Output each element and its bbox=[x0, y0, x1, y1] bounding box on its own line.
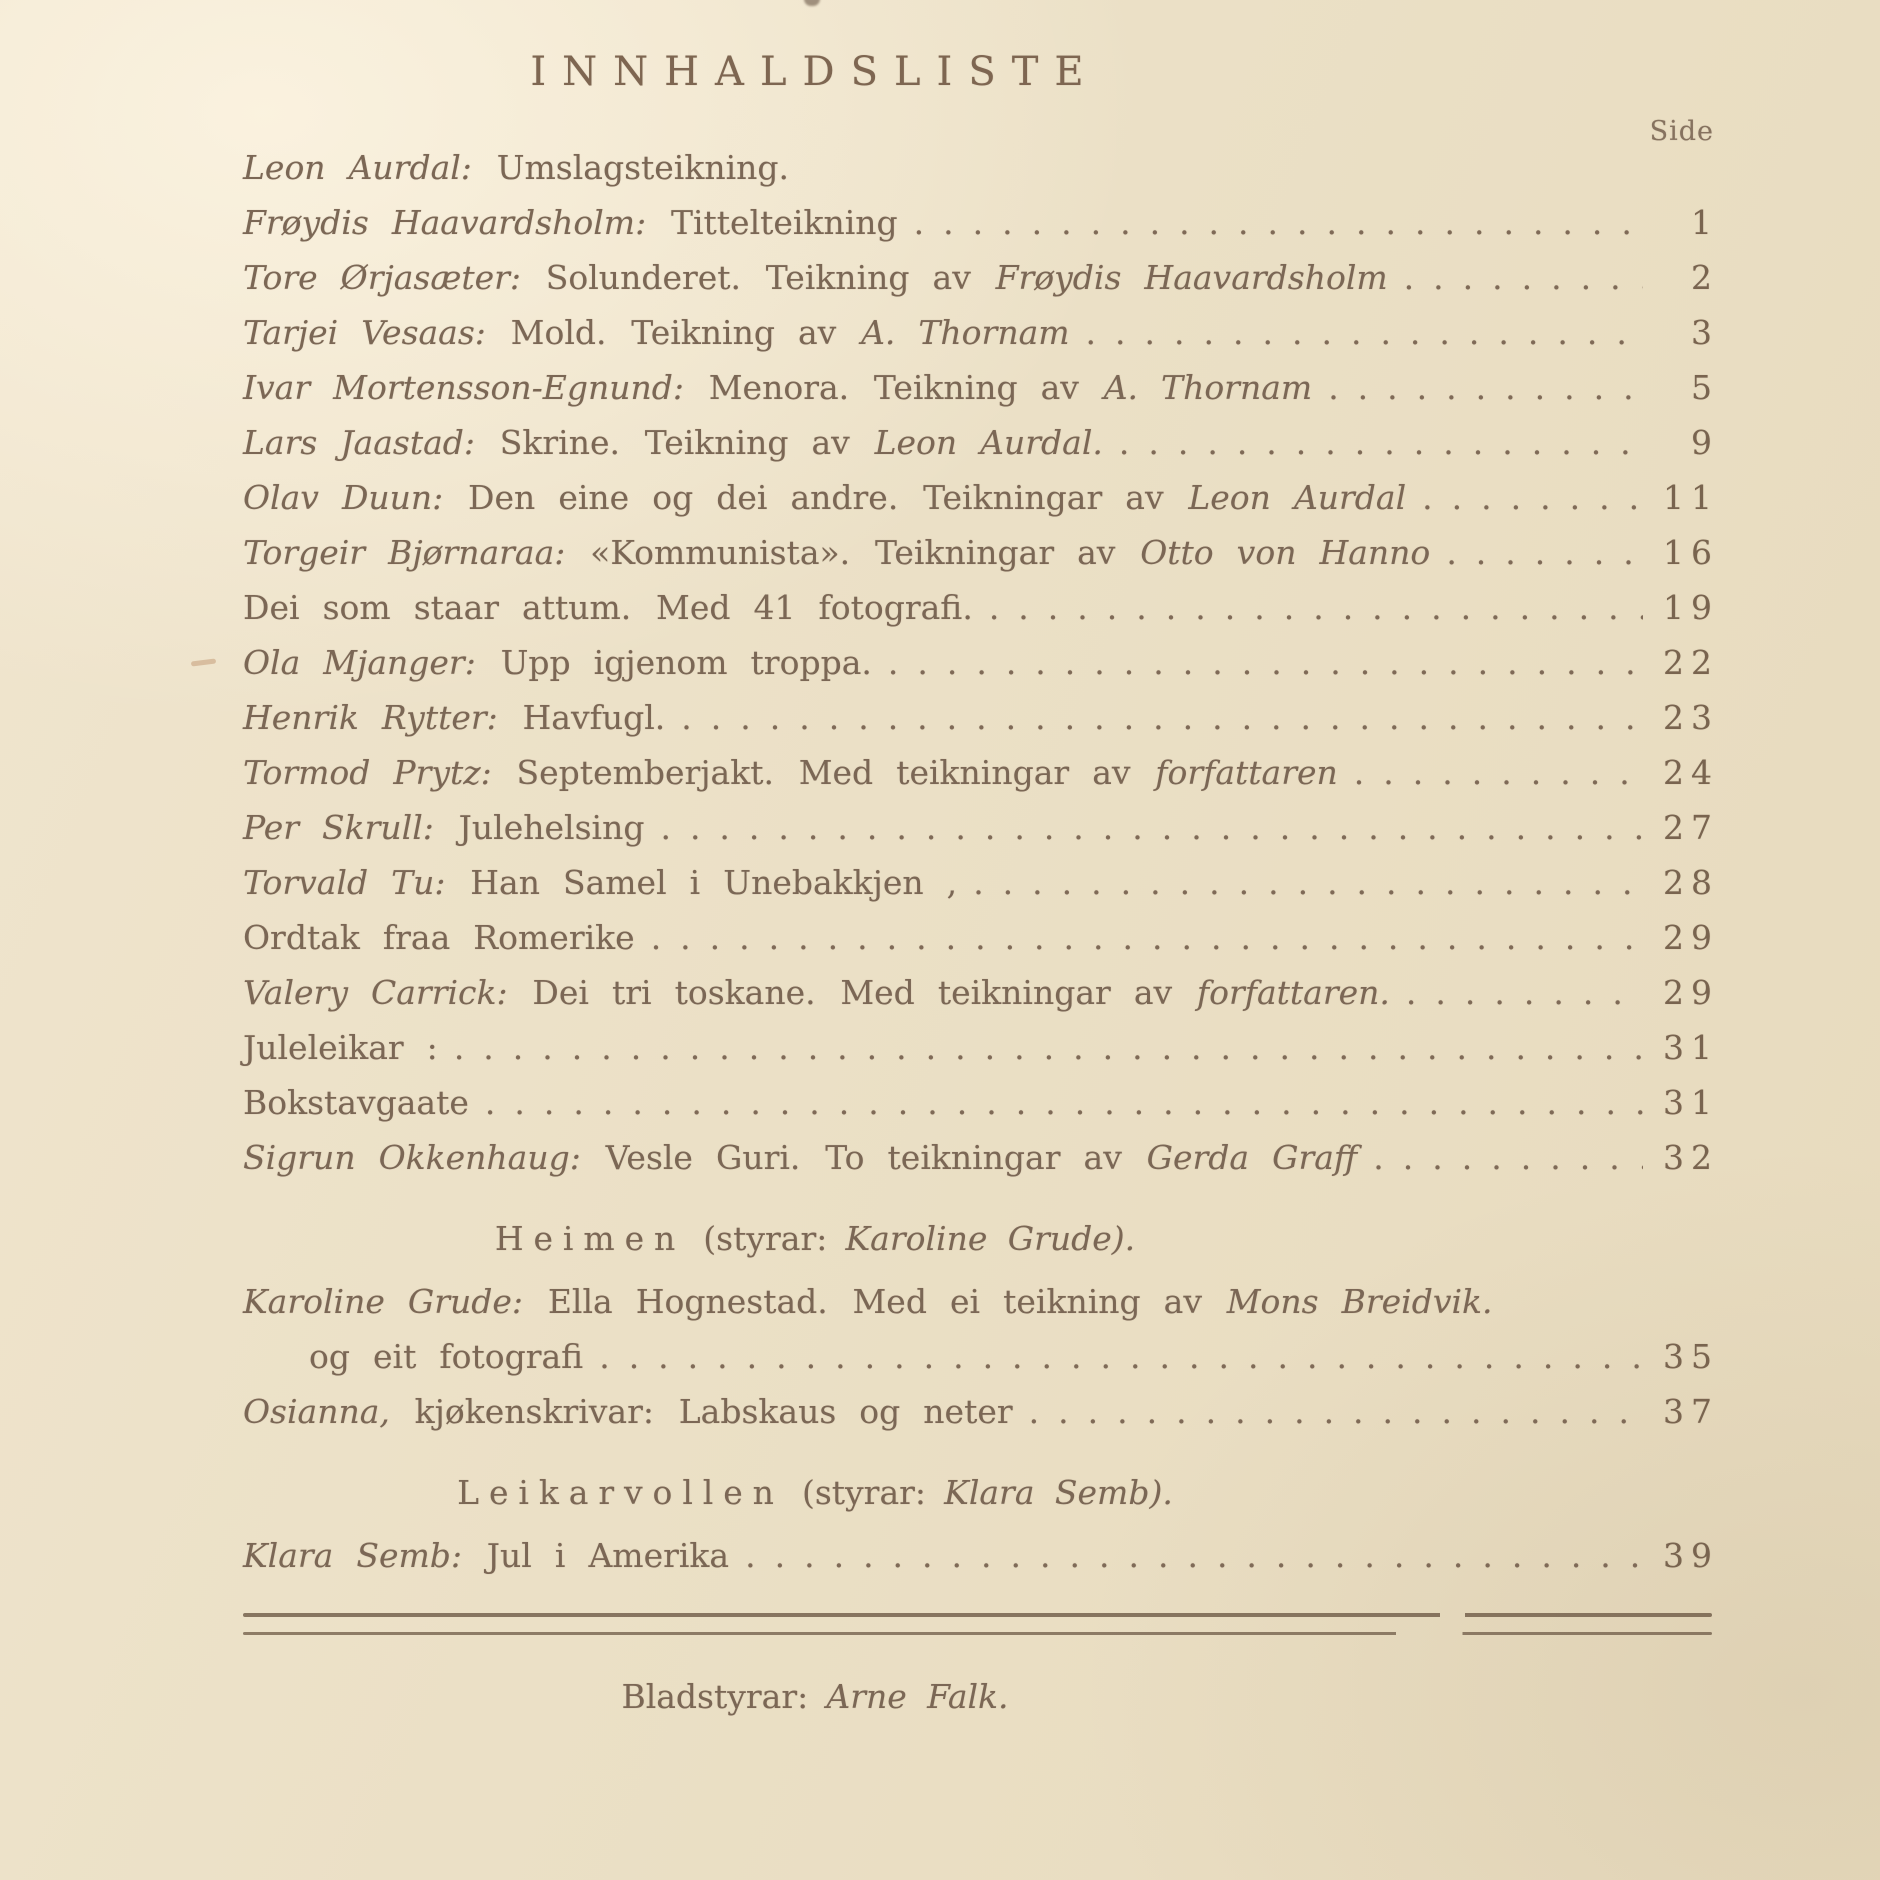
toc-entry bbox=[243, 965, 1719, 1020]
page-number: 11 bbox=[1663, 478, 1719, 517]
dot-leader bbox=[660, 800, 1643, 855]
dot-leader bbox=[651, 910, 1643, 965]
entry-text bbox=[243, 800, 644, 855]
dot-leader bbox=[1422, 470, 1643, 525]
footer-label: Bladstyrar: bbox=[621, 1677, 809, 1716]
entry-text bbox=[243, 965, 1390, 1020]
entry-title: Med 41 fotografi. bbox=[656, 588, 973, 627]
page-number: 31 bbox=[1663, 1028, 1719, 1067]
entry-title: Tittelteikning bbox=[670, 203, 898, 242]
entry-text bbox=[243, 415, 1103, 470]
page-number: 28 bbox=[1663, 863, 1719, 902]
toc-entry bbox=[243, 1329, 1719, 1384]
entry-text bbox=[243, 1274, 1493, 1329]
entry-title: Menora. bbox=[708, 368, 850, 407]
page-number: 3 bbox=[1691, 313, 1719, 352]
entry-title: Dei som staar attum. bbox=[243, 588, 632, 627]
page-number: 27 bbox=[1663, 808, 1719, 847]
dot-leader bbox=[1404, 250, 1643, 305]
entry-author-name: Frøydis Haavardsholm: bbox=[243, 203, 647, 242]
entry-title: Teikning av bbox=[873, 368, 1079, 407]
entry-title: Jul i Amerika bbox=[486, 1536, 730, 1575]
entry-text bbox=[243, 360, 1312, 415]
entry-title: Upp igjenom troppa. bbox=[500, 643, 872, 682]
entry-title: Ella Hognestad. bbox=[547, 1282, 828, 1321]
entry-text bbox=[243, 690, 665, 745]
dot-leader bbox=[599, 1329, 1643, 1384]
entry-text bbox=[243, 580, 973, 635]
toc-entry bbox=[243, 1274, 1712, 1329]
page-number: 32 bbox=[1663, 1138, 1719, 1177]
entry-title: Ordtak fraa Romerike bbox=[243, 918, 635, 957]
entry-title: Mold. bbox=[510, 313, 607, 352]
entry-title: Julehelsing bbox=[458, 808, 645, 847]
toc-entry bbox=[243, 250, 1719, 305]
footer-name: Arne Falk. bbox=[826, 1677, 1009, 1716]
entry-title: Havfugl. bbox=[522, 698, 666, 737]
entry-text bbox=[243, 525, 1430, 580]
entry-author-name: Tarjei Vesaas: bbox=[243, 313, 486, 352]
toc-entry bbox=[243, 580, 1719, 635]
entry-title: Han Samel i Unebakkjen , bbox=[470, 863, 958, 902]
side-column-label: Side bbox=[1649, 116, 1714, 147]
page-content bbox=[243, 0, 1719, 1880]
entry-text bbox=[243, 470, 1406, 525]
dot-leader bbox=[1354, 745, 1643, 800]
toc-entry bbox=[243, 690, 1719, 745]
section-heading bbox=[0, 1465, 1630, 1520]
entry-author-name: Klara Semb: bbox=[243, 1536, 463, 1575]
toc-entry bbox=[243, 1384, 1719, 1439]
section-name: Heimen bbox=[494, 1219, 686, 1258]
page-number: 1 bbox=[1691, 203, 1719, 242]
section-styrar-label: (styrar: bbox=[801, 1473, 927, 1512]
entry-title: kjøkenskrivar: bbox=[414, 1392, 654, 1431]
entry-text bbox=[243, 305, 1070, 360]
page-number: 16 bbox=[1663, 533, 1719, 572]
dot-leader bbox=[1406, 965, 1643, 1020]
entry-title: Skrine. bbox=[499, 423, 620, 462]
toc-entry bbox=[243, 1130, 1719, 1185]
dot-leader bbox=[485, 1075, 1643, 1130]
entry-author-name: forfattaren. bbox=[1196, 973, 1390, 1012]
entry-author-name: Tore Ørjasæter: bbox=[243, 258, 522, 297]
double-rule-divider bbox=[243, 1613, 1712, 1639]
toc-entry bbox=[243, 1075, 1719, 1130]
page-number: 31 bbox=[1663, 1083, 1719, 1122]
page-number: 29 bbox=[1663, 973, 1719, 1012]
entry-author-name: forfattaren bbox=[1155, 753, 1338, 792]
dot-leader bbox=[989, 580, 1643, 635]
entry-author-name: Mons Breidvik. bbox=[1226, 1282, 1493, 1321]
dot-leader bbox=[1086, 305, 1643, 360]
dot-leader bbox=[454, 1020, 1643, 1075]
entry-author-name: Olav Duun: bbox=[243, 478, 444, 517]
section-styrar-name: Karoline Grude). bbox=[845, 1219, 1136, 1258]
entry-author-name: Gerda Graff bbox=[1146, 1138, 1358, 1177]
page-number: 9 bbox=[1691, 423, 1719, 462]
dot-leader bbox=[1328, 360, 1643, 415]
entry-text bbox=[243, 1528, 729, 1583]
entry-text bbox=[243, 635, 872, 690]
entry-title: «Kommunista». bbox=[590, 533, 851, 572]
toc-entry bbox=[243, 800, 1719, 855]
dot-leader bbox=[888, 635, 1643, 690]
toc-entry bbox=[243, 470, 1719, 525]
entry-text bbox=[243, 250, 1388, 305]
entry-title: Umslagsteikning. bbox=[496, 148, 790, 187]
entry-author-name: Karoline Grude: bbox=[243, 1282, 524, 1321]
entry-title: To teikningar av bbox=[825, 1138, 1122, 1177]
entry-author-name: Leon Aurdal. bbox=[874, 423, 1103, 462]
entry-author-name: Ola Mjanger: bbox=[243, 643, 476, 682]
entry-text bbox=[243, 745, 1338, 800]
entry-author-name: A. Thornam bbox=[861, 313, 1070, 352]
entry-author-name: Tormod Prytz: bbox=[243, 753, 492, 792]
entry-title: Septemberjakt. bbox=[516, 753, 774, 792]
dot-leader bbox=[1373, 1130, 1643, 1185]
page-number: 2 bbox=[1691, 258, 1719, 297]
dot-leader bbox=[745, 1528, 1643, 1583]
entry-author-name: Leon Aurdal: bbox=[243, 148, 472, 187]
entry-title: Teikning av bbox=[765, 258, 971, 297]
section-name: Leikarvollen bbox=[457, 1473, 784, 1512]
toc-list bbox=[243, 140, 1719, 1716]
footer-line bbox=[0, 1677, 1630, 1716]
entry-author-name: Valery Carrick: bbox=[243, 973, 508, 1012]
entry-title: Med teikningar av bbox=[840, 973, 1173, 1012]
dot-leader bbox=[1446, 525, 1643, 580]
toc-entry bbox=[243, 910, 1719, 965]
entry-author-name: Torgeir Bjørnaraa: bbox=[243, 533, 566, 572]
entry-author-name: Sigrun Okkenhaug: bbox=[243, 1138, 581, 1177]
dot-leader bbox=[914, 195, 1643, 250]
toc-entry bbox=[243, 1528, 1719, 1583]
entry-title: Labskaus og neter bbox=[678, 1392, 1013, 1431]
section-styrar-name: Klara Semb). bbox=[944, 1473, 1173, 1512]
entry-title: Teikningar av bbox=[874, 533, 1116, 572]
dot-leader bbox=[681, 690, 1643, 745]
entry-author-name: Torvald Tu: bbox=[243, 863, 446, 902]
page-number: 5 bbox=[1691, 368, 1719, 407]
toc-entry bbox=[243, 525, 1719, 580]
rule-line-top bbox=[243, 1613, 1712, 1617]
page-number: 23 bbox=[1663, 698, 1719, 737]
entry-author-name: Frøydis Haavardsholm bbox=[995, 258, 1388, 297]
entry-author-name: Leon Aurdal bbox=[1188, 478, 1407, 517]
entry-author-name: A. Thornam bbox=[1103, 368, 1313, 407]
section-heading bbox=[0, 1211, 1630, 1266]
toc-entry bbox=[243, 195, 1719, 250]
entry-author-name: Osianna, bbox=[243, 1392, 390, 1431]
page-number: 24 bbox=[1663, 753, 1719, 792]
page-number: 22 bbox=[1663, 643, 1719, 682]
entry-title: Bokstavgaate bbox=[243, 1083, 469, 1122]
entry-author-name: Per Skrull: bbox=[243, 808, 434, 847]
toc-entry bbox=[243, 305, 1719, 360]
entry-text bbox=[243, 1075, 469, 1130]
toc-entry bbox=[243, 415, 1719, 470]
entry-title: Den eine og dei andre. bbox=[468, 478, 899, 517]
entry-title: Teikning av bbox=[644, 423, 850, 462]
entry-title: Juleleikar : bbox=[243, 1028, 438, 1067]
toc-entry bbox=[243, 140, 1712, 195]
entry-text bbox=[243, 910, 635, 965]
section-styrar-label: (styrar: bbox=[703, 1219, 828, 1258]
entry-title: Med ei teikning av bbox=[852, 1282, 1202, 1321]
toc-entry bbox=[243, 855, 1719, 910]
entry-title: Med teikningar av bbox=[798, 753, 1131, 792]
toc-entry bbox=[243, 360, 1719, 415]
entry-text bbox=[309, 1329, 583, 1384]
entry-title: Dei tri toskane. bbox=[532, 973, 816, 1012]
page-number: 37 bbox=[1663, 1392, 1719, 1431]
page-number: 19 bbox=[1663, 588, 1719, 627]
entry-title: Teikningar av bbox=[923, 478, 1164, 517]
page-number: 39 bbox=[1663, 1536, 1719, 1575]
toc-entry bbox=[243, 745, 1719, 800]
entry-title: og eit fotografi bbox=[309, 1337, 584, 1376]
entry-text bbox=[243, 1130, 1357, 1185]
entry-title: Solunderet. bbox=[545, 258, 742, 297]
entry-author-name: Otto von Hanno bbox=[1140, 533, 1431, 572]
entry-author-name: Ivar Mortensson-Egnund: bbox=[243, 368, 684, 407]
dot-leader bbox=[1029, 1384, 1643, 1439]
dot-leader bbox=[1119, 415, 1643, 470]
pencil-mark bbox=[191, 658, 216, 666]
entry-text bbox=[243, 855, 957, 910]
page-number: 35 bbox=[1663, 1337, 1719, 1376]
entry-title: Vesle Guri. bbox=[605, 1138, 801, 1177]
toc-entry bbox=[243, 635, 1719, 690]
toc-entry bbox=[243, 1020, 1719, 1075]
entry-title: Teikning av bbox=[631, 313, 837, 352]
entry-text bbox=[243, 140, 789, 195]
entry-text bbox=[243, 1020, 438, 1075]
rule-line-bottom bbox=[243, 1632, 1712, 1635]
dot-leader bbox=[973, 855, 1643, 910]
entry-text bbox=[243, 195, 898, 250]
entry-author-name: Lars Jaastad: bbox=[243, 423, 476, 462]
entry-author-name: Henrik Rytter: bbox=[243, 698, 498, 737]
page-title: INNHALDSLISTE bbox=[530, 49, 1100, 95]
entry-text bbox=[243, 1384, 1013, 1439]
page-number: 29 bbox=[1663, 918, 1719, 957]
